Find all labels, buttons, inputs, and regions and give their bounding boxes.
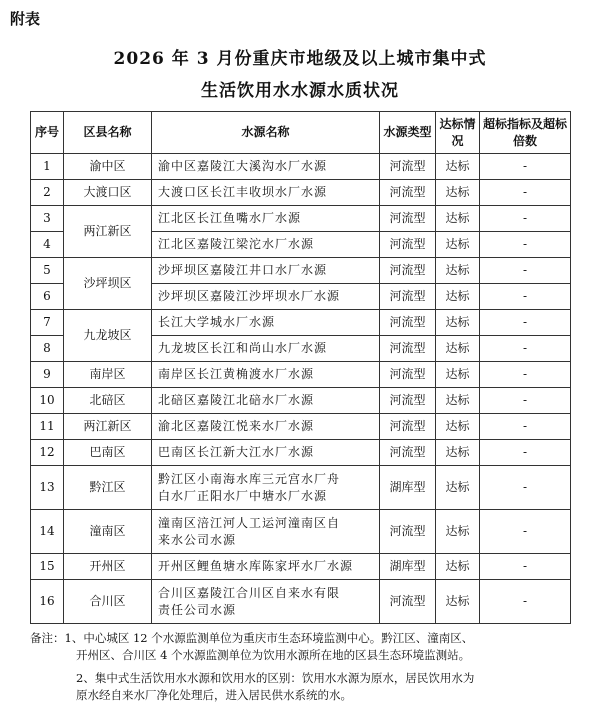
- cell-status: 达标: [436, 554, 480, 580]
- header-seq: 序号: [31, 112, 64, 154]
- table-row: [31, 310, 571, 336]
- cell-type: 河流型: [380, 580, 436, 624]
- cell-seq: 15: [31, 554, 64, 580]
- table-row: [31, 180, 571, 206]
- cell-exceed: -: [480, 510, 571, 554]
- cell-source: 沙坪坝区嘉陵江井口水厂水源: [152, 258, 380, 284]
- cell-exceed: -: [480, 232, 571, 258]
- cell-source-line: 潼南区涪江河人工运河潼南区自: [158, 515, 341, 530]
- cell-type: 河流型: [380, 414, 436, 440]
- cell-seq: 4: [31, 232, 64, 258]
- cell-source-line: 白水厂正阳水厂中塘水厂水源: [158, 488, 328, 503]
- cell-status: 达标: [436, 414, 480, 440]
- cell-district: 九龙坡区: [64, 310, 152, 362]
- table-row: [31, 510, 571, 554]
- table-row: [31, 206, 571, 232]
- table-row: [31, 388, 571, 414]
- cell-source: 江北区嘉陵江梁沱水厂水源: [152, 232, 380, 258]
- cell-source-line: 责任公司水源: [158, 602, 237, 617]
- page-title-line1: 2026 年 3 月份重庆市地级及以上城市集中式: [113, 49, 487, 69]
- cell-exceed: -: [480, 206, 571, 232]
- cell-exceed: -: [480, 554, 571, 580]
- table-row: [31, 414, 571, 440]
- header-district: 区县名称: [64, 112, 152, 154]
- cell-seq: 5: [31, 258, 64, 284]
- cell-type: 河流型: [380, 510, 436, 554]
- cell-status: 达标: [436, 466, 480, 510]
- note-1-line-2: 开州区、合川区 4 个水源监测单位为饮用水源所在地的区县生态环境监测站。: [76, 648, 471, 662]
- cell-status: 达标: [436, 310, 480, 336]
- cell-exceed: -: [480, 414, 571, 440]
- cell-district: 合川区: [64, 580, 152, 624]
- cell-source: 江北区长江鱼嘴水厂水源: [152, 206, 380, 232]
- cell-type: 湖库型: [380, 554, 436, 580]
- cell-type: 河流型: [380, 336, 436, 362]
- notes-section: [30, 630, 578, 704]
- cell-status: 达标: [436, 258, 480, 284]
- cell-status: 达标: [436, 206, 480, 232]
- cell-type: 河流型: [380, 440, 436, 466]
- note-2-line-2: 原水经自来水厂净化处理后，进入居民供水系统的水。: [76, 688, 352, 702]
- cell-status: 达标: [436, 362, 480, 388]
- cell-district: 开州区: [64, 554, 152, 580]
- cell-source: 渝中区嘉陵江大溪沟水厂水源: [152, 154, 380, 180]
- page-title-line2: 生活饮用水水源水质状况: [201, 81, 399, 101]
- cell-source: 渝北区嘉陵江悦来水厂水源: [152, 414, 380, 440]
- cell-type: 河流型: [380, 284, 436, 310]
- cell-district: 渝中区: [64, 154, 152, 180]
- cell-source: [152, 466, 380, 510]
- cell-seq: 16: [31, 580, 64, 624]
- cell-source: 沙坪坝区嘉陵江沙坪坝水厂水源: [152, 284, 380, 310]
- cell-district: 两江新区: [64, 206, 152, 258]
- table-row: [31, 362, 571, 388]
- cell-district: 潼南区: [64, 510, 152, 554]
- cell-exceed: -: [480, 258, 571, 284]
- cell-type: 河流型: [380, 362, 436, 388]
- cell-seq: 10: [31, 388, 64, 414]
- cell-exceed: -: [480, 388, 571, 414]
- cell-status: 达标: [436, 232, 480, 258]
- cell-district: 南岸区: [64, 362, 152, 388]
- cell-exceed: -: [480, 580, 571, 624]
- cell-source: 巴南区长江新大江水厂水源: [152, 440, 380, 466]
- cell-status: 达标: [436, 388, 480, 414]
- cell-type: 河流型: [380, 310, 436, 336]
- cell-district: 巴南区: [64, 440, 152, 466]
- cell-exceed: -: [480, 440, 571, 466]
- header-type: 水源类型: [380, 112, 436, 154]
- note-1-line-1: 备注：1、中心城区 12 个水源监测单位为重庆市生态环境监测中心。黔江区、潼南区、: [30, 631, 474, 645]
- cell-type: 河流型: [380, 180, 436, 206]
- cell-source: 南岸区长江黄桷渡水厂水源: [152, 362, 380, 388]
- cell-seq: 6: [31, 284, 64, 310]
- cell-source: 开州区鲤鱼塘水库陈家坪水厂水源: [152, 554, 380, 580]
- table-header-row: [31, 112, 571, 154]
- cell-district: 黔江区: [64, 466, 152, 510]
- table-row: [31, 580, 571, 624]
- header-exceed: 超标指标及超标倍数: [480, 112, 571, 154]
- header-status: 达标情况: [436, 112, 480, 154]
- cell-district: 两江新区: [64, 414, 152, 440]
- cell-source-line: 黔江区小南海水库三元宫水厂舟: [158, 471, 341, 486]
- cell-seq: 11: [31, 414, 64, 440]
- cell-seq: 8: [31, 336, 64, 362]
- cell-status: 达标: [436, 580, 480, 624]
- cell-exceed: -: [480, 284, 571, 310]
- cell-status: 达标: [436, 440, 480, 466]
- cell-exceed: -: [480, 154, 571, 180]
- cell-seq: 7: [31, 310, 64, 336]
- cell-source: [152, 580, 380, 624]
- cell-source: 九龙坡区长江和尚山水厂水源: [152, 336, 380, 362]
- cell-seq: 14: [31, 510, 64, 554]
- cell-seq: 2: [31, 180, 64, 206]
- cell-type: 河流型: [380, 206, 436, 232]
- cell-source-line: 来水公司水源: [158, 532, 237, 547]
- cell-district: 大渡口区: [64, 180, 152, 206]
- cell-status: 达标: [436, 154, 480, 180]
- cell-exceed: -: [480, 362, 571, 388]
- cell-exceed: -: [480, 466, 571, 510]
- cell-type: 河流型: [380, 232, 436, 258]
- cell-seq: 12: [31, 440, 64, 466]
- cell-seq: 9: [31, 362, 64, 388]
- cell-status: 达标: [436, 510, 480, 554]
- cell-source: 大渡口区长江丰收坝水厂水源: [152, 180, 380, 206]
- note-2-line-1: 2、集中式生活饮用水水源和饮用水的区别：饮用水水源为原水，居民饮用水为: [76, 671, 475, 685]
- cell-source-line: 合川区嘉陵江合川区自来水有限: [158, 585, 341, 600]
- cell-status: 达标: [436, 336, 480, 362]
- table-row: [31, 258, 571, 284]
- cell-seq: 13: [31, 466, 64, 510]
- cell-type: 湖库型: [380, 466, 436, 510]
- cell-exceed: -: [480, 336, 571, 362]
- cell-status: 达标: [436, 180, 480, 206]
- header-source: 水源名称: [152, 112, 380, 154]
- cell-status: 达标: [436, 284, 480, 310]
- table-row: [31, 466, 571, 510]
- table-row: [31, 440, 571, 466]
- cell-type: 河流型: [380, 258, 436, 284]
- attachment-label: 附表: [10, 10, 41, 28]
- table-row: [31, 154, 571, 180]
- cell-source: 北碚区嘉陵江北碚水厂水源: [152, 388, 380, 414]
- cell-type: 河流型: [380, 154, 436, 180]
- cell-type: 河流型: [380, 388, 436, 414]
- cell-seq: 1: [31, 154, 64, 180]
- table-row: [31, 554, 571, 580]
- cell-source: [152, 510, 380, 554]
- cell-exceed: -: [480, 180, 571, 206]
- cell-seq: 3: [31, 206, 64, 232]
- cell-source: 长江大学城水厂水源: [152, 310, 380, 336]
- cell-district: 北碚区: [64, 388, 152, 414]
- cell-district: 沙坪坝区: [64, 258, 152, 310]
- water-quality-table: [30, 111, 571, 624]
- cell-exceed: -: [480, 310, 571, 336]
